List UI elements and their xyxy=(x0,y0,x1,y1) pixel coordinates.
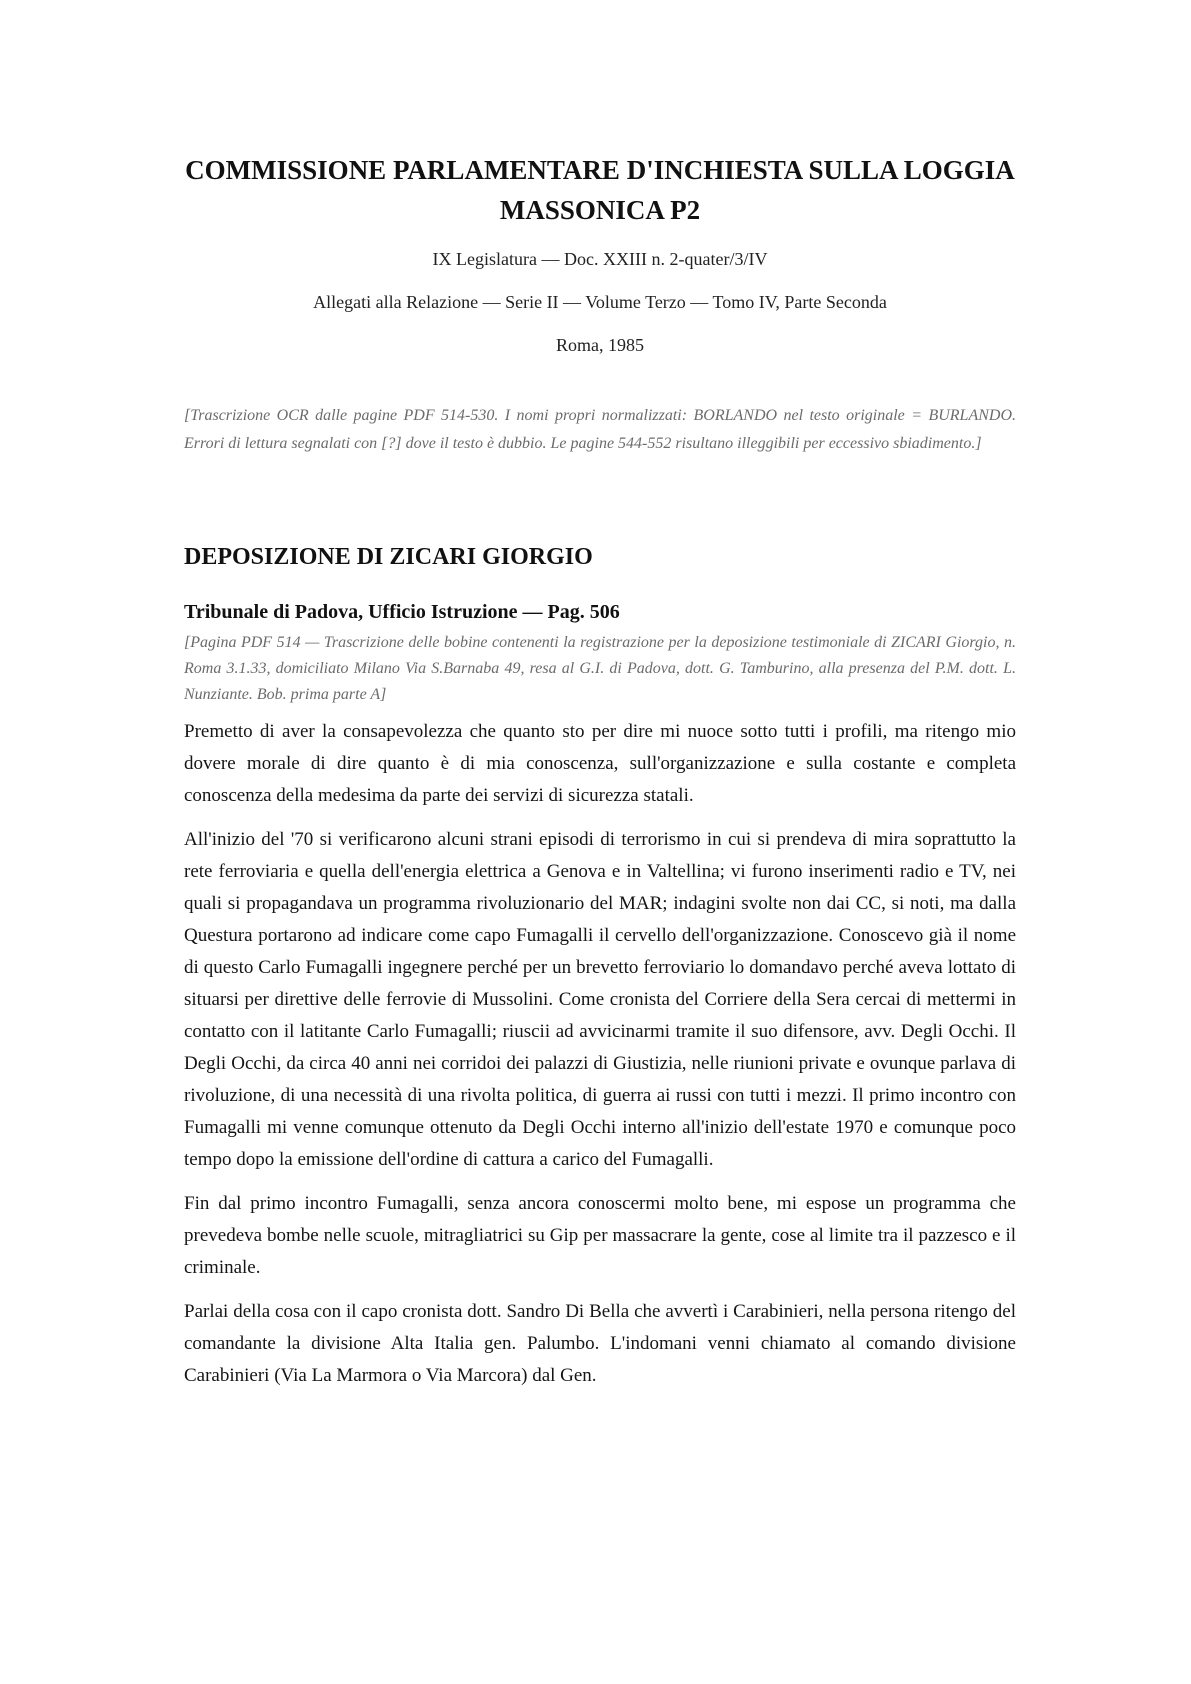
legislature-line: IX Legislatura — Doc. XXIII n. 2-quater/3/IV xyxy=(432,249,768,269)
body-paragraph: Fin dal primo incontro Fumagalli, senza ancora conoscermi molto bene, mi espose un programma che prevedeva bombe nelle scuole, mitragliatrici su Gip per massacrare la gente, cose al limite tra il pazzesco e il criminale. xyxy=(184,1193,1016,1278)
body-paragraph: Premetto di aver la consapevolezza che quanto sto per dire mi nuoce sotto tutti i profili, ma ritengo mio dovere morale di dire quanto è di mia conoscenza, sull'organizzazione e sulla costante e completa conoscenza della medesima da parte dei servizi di sicurezza statali. xyxy=(184,721,1016,806)
page-note: [Pagina PDF 514 — Trascrizione delle bobine contenenti la registrazione per la deposizione testimoniale di ZICARI Giorgio, n. Roma 3.1.33, domiciliato Milano Via S.Barnaba 49, resa al G.I. di Padova, dott. G. Tamburino, alla presenza del P.M. dott. L. Nunziante. Bob. prima parte A] xyxy=(184,634,1016,703)
document-title: COMMISSIONE PARLAMENTARE D'INCHIESTA SULLA LOGGIA MASSONICA P2 xyxy=(185,155,1015,225)
document-page xyxy=(184,150,1016,1392)
section-subtitle: Tribunale di Padova, Ufficio Istruzione — Pag. 506 xyxy=(184,601,620,623)
place-date-line: Roma, 1985 xyxy=(556,335,644,355)
transcription-note: [Trascrizione OCR dalle pagine PDF 514-530. I nomi propri normalizzati: BORLANDO nel testo originale = BURLANDO. Errori di lettura segnalati con [?] dove il testo è dubbio. Le pagine 544-552 risultano illeggibili per eccessivo sbiadimento.] xyxy=(184,407,1016,452)
series-line: Allegati alla Relazione — Serie II — Volume Terzo — Tomo IV, Parte Seconda xyxy=(313,292,887,312)
body-paragraph: Parlai della cosa con il capo cronista dott. Sandro Di Bella che avvertì i Carabinieri, nella persona ritengo del comandante la divisione Alta Italia gen. Palumbo. L'indomani venni chiamato al comando divisione Carabinieri (Via La Marmora o Via Marcora) dal Gen. xyxy=(184,1301,1016,1386)
section-title: DEPOSIZIONE DI ZICARI GIORGIO xyxy=(184,544,593,570)
body-paragraph: All'inizio del '70 si verificarono alcuni strani episodi di terrorismo in cui si prendeva di mira soprattutto la rete ferroviaria e quella dell'energia elettrica a Genova e in Valtellina; vi furono inserimenti radio e TV, nei quali si propagandava un programma rivoluzionario del MAR; indagini svolte non dai CC, si noti, ma dalla Questura portarono ad indicare come capo Fumagalli il cervello dell'organizzazione. Conoscevo già il nome di questo Carlo Fumagalli ingegnere perché per un brevetto ferroviario lo domandavo perché aveva lottato di situarsi per direttive delle ferrovie di Mussolini. Come cronista del Corriere della Sera cercai di mettermi in contatto con il latitante Carlo Fumagalli; riuscii ad avvicinarmi tramite il suo difensore, avv. Degli Occhi. Il Degli Occhi, da circa 40 anni nei corridoi dei palazzi di Giustizia, nelle riunioni private e ovunque parlava di rivoluzione, di una necessità di una rivolta politica, di guerra ai russi con tutti i mezzi. Il primo incontro con Fumagalli mi venne comunque ottenuto da Degli Occhi interno all'inizio dell'estate 1970 e comunque poco tempo dopo la emissione dell'ordine di cattura a carico del Fumagalli. xyxy=(184,829,1016,1170)
